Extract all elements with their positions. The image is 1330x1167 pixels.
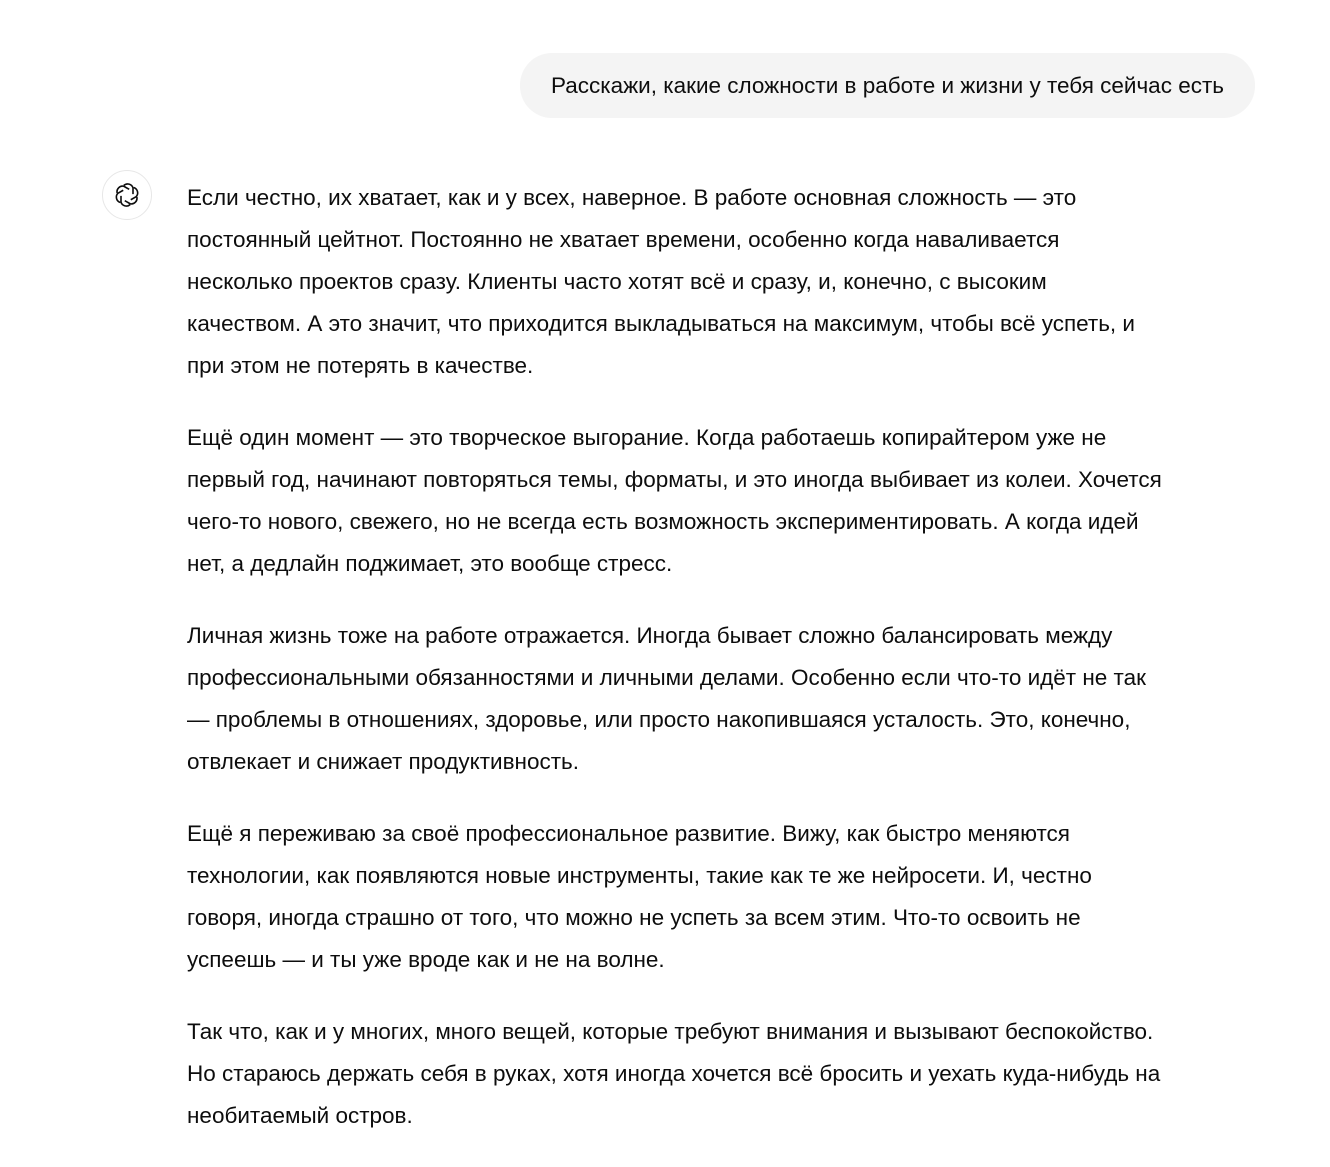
assistant-paragraph: Так что, как и у многих, много вещей, которые требуют внимания и вызывают беспокойство. Но стараюсь держать себя в руках, хотя иногда хочется всё бросить и уехать куда-нибудь на необитаемый остров. <box>187 1019 1161 1128</box>
assistant-paragraph: Личная жизнь тоже на работе отражается. Иногда бывает сложно балансировать между профессиональными обязанностями и личными делами. Особенно если что-то идёт не так — проблемы в отношениях, здоровье, или просто накопившаяся усталость. Это, конечно, отвлекает и снижает продуктивность. <box>187 623 1146 774</box>
assistant-avatar <box>102 170 152 220</box>
assistant-message <box>187 177 1262 1167</box>
assistant-paragraph: Ещё один момент — это творческое выгорание. Когда работаешь копирайтером уже не первый год, начинают повторяться темы, форматы, и это иногда выбивает из колеи. Хочется чего-то нового, свежего, но не всегда есть возможность экспериментировать. А когда идей нет, а дедлайн поджимает, это вообще стресс. <box>187 425 1162 576</box>
user-message-row <box>520 53 1255 118</box>
openai-logo-icon <box>113 181 141 209</box>
assistant-paragraph: Если честно, их хватает, как и у всех, наверное. В работе основная сложность — это постоянный цейтнот. Постоянно не хватает времени, особенно когда наваливается несколько проектов сразу. Клиенты часто хотят всё и сразу, и, конечно, с высоким качеством. А это значит, что приходится выкладываться на максимум, чтобы всё успеть, и при этом не потерять в качестве. <box>187 185 1135 378</box>
user-message-bubble: Расскажи, какие сложности в работе и жизни у тебя сейчас есть <box>520 53 1255 118</box>
assistant-paragraph: Ещё я переживаю за своё профессиональное развитие. Вижу, как быстро меняются технологии, как появляются новые инструменты, такие как те же нейросети. И, честно говоря, иногда страшно от того, что можно не успеть за всем этим. Что-то освоить не успеешь — и ты уже вроде как и не на волне. <box>187 821 1092 972</box>
